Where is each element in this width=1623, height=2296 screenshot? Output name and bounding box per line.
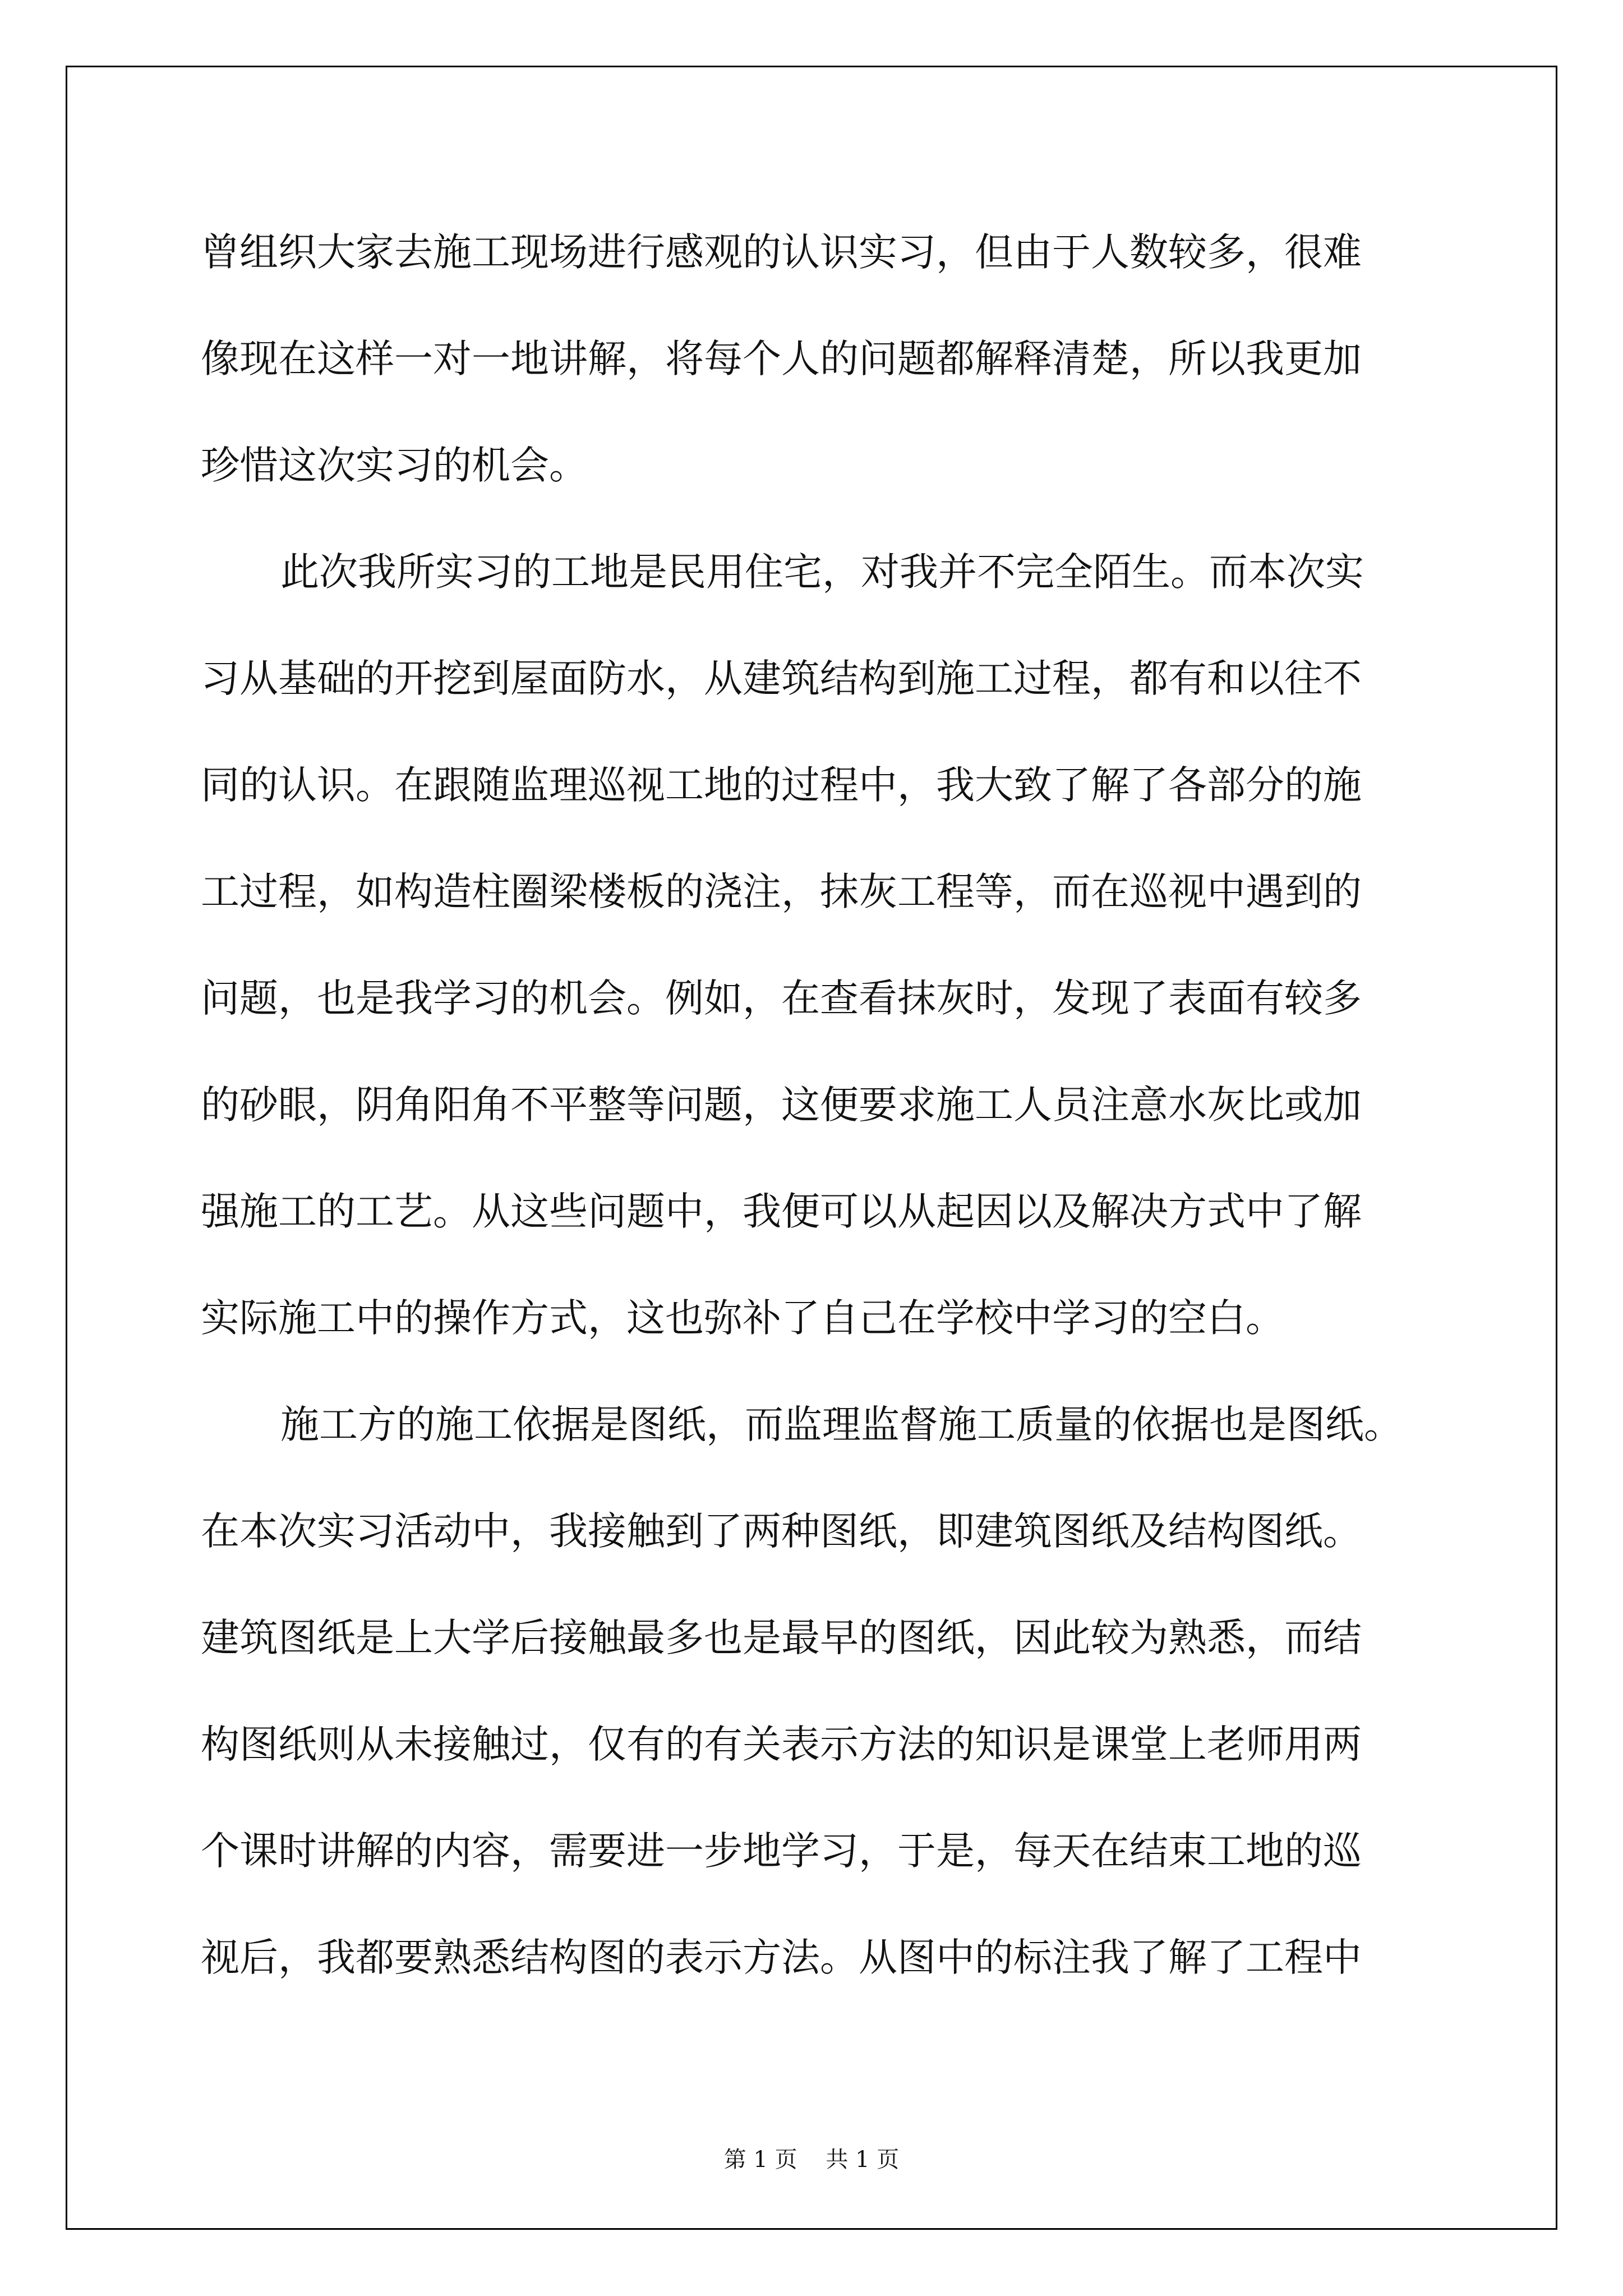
body-text-line: 个课时讲解的内容，需要进一步地学习，于是，每天在结束工地的巡 [201, 1829, 1362, 1874]
body-text-line: 强施工的工艺。从这些问题中，我便可以从起因以及解决方式中了解 [201, 1189, 1362, 1234]
paragraph-first-line: 此次我所实习的工地是民用住宅，对我并不完全陌生。而本次实 [280, 550, 1364, 595]
body-text-line: 构图纸则从未接触过，仅有的有关表示方法的知识是课堂上老师用两 [201, 1722, 1362, 1767]
body-text-line: 在本次实习活动中，我接触到了两种图纸，即建筑图纸及结构图纸。 [201, 1509, 1362, 1554]
body-text-line: 像现在这样一对一地讲解，将每个人的问题都解释清楚，所以我更加 [201, 337, 1362, 381]
body-text-line: 工过程，如构造柱圈梁楼板的浇注，抹灰工程等，而在巡视中遇到的 [201, 869, 1362, 914]
page-border [66, 66, 1557, 2230]
body-text-line: 同的认识。在跟随监理巡视工地的过程中，我大致了解了各部分的施 [201, 763, 1362, 808]
body-text-line: 曾组织大家去施工现场进行感观的认识实习，但由于人数较多，很难 [201, 230, 1362, 275]
body-text-line: 建筑图纸是上大学后接触最多也是最早的图纸，因此较为熟悉，而结 [201, 1616, 1362, 1660]
body-text-line: 问题，也是我学习的机会。例如，在查看抹灰时，发现了表面有较多 [201, 976, 1362, 1021]
paragraph-first-line: 施工方的施工依据是图纸，而监理监督施工质量的依据也是图纸。 [280, 1402, 1403, 1447]
page-number-footer: 第 1 页 共 1 页 [723, 2147, 900, 2173]
body-text-line: 珍惜这次实习的机会。 [201, 443, 588, 488]
body-text-line: 习从基础的开挖到屋面防水，从建筑结构到施工过程，都有和以往不 [201, 656, 1362, 701]
body-text-line: 的砂眼，阴角阳角不平整等问题，这便要求施工人员注意水灰比或加 [201, 1083, 1362, 1128]
body-text-line: 实际施工中的操作方式，这也弥补了自己在学校中学习的空白。 [201, 1296, 1284, 1341]
body-text-line: 视后，我都要熟悉结构图的表示方法。从图中的标注我了解了工程中 [201, 1935, 1362, 1980]
